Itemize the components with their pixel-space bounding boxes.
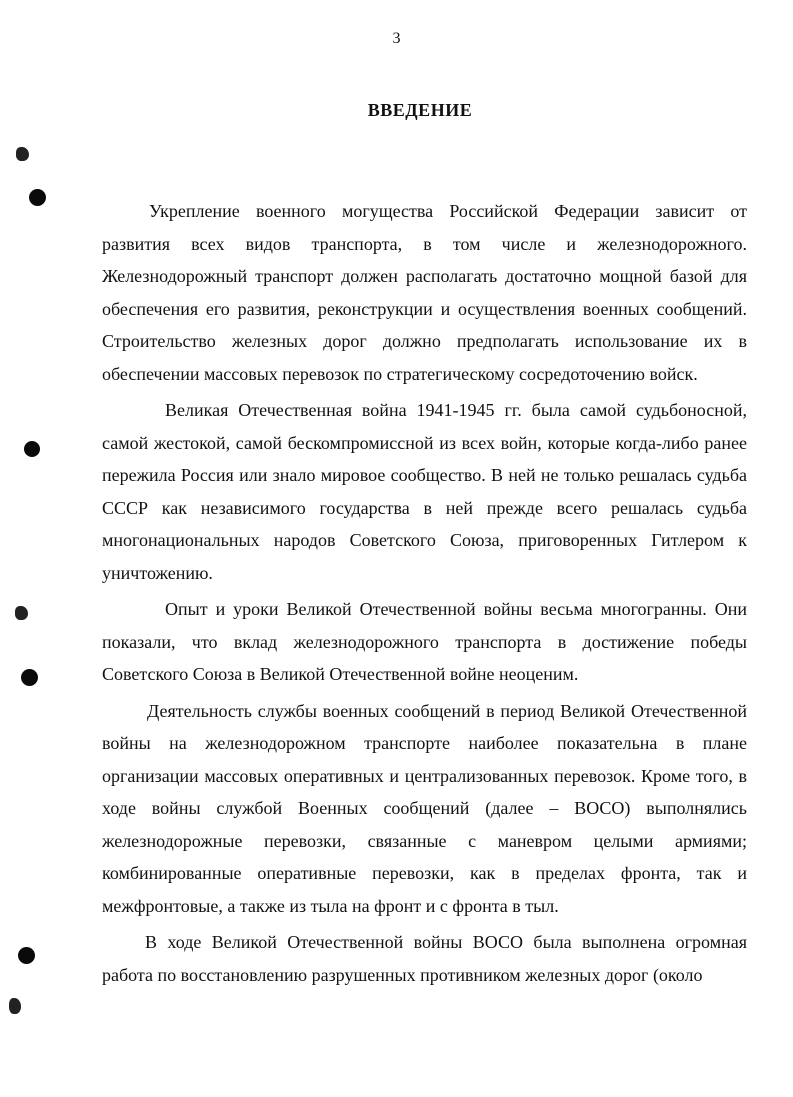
punch-hole — [18, 947, 35, 964]
punch-hole — [21, 669, 38, 686]
page-title: ВВЕДЕНИЕ — [367, 100, 473, 120]
punch-hole-mark — [15, 606, 28, 620]
page-number: 3 — [392, 30, 401, 47]
paragraph-5: В ходе Великой Отечественной войны ВОСО была выполнена огромная работа по восстановлению разрушенных противником железных дорог (около — [102, 932, 747, 985]
paragraph-3: Опыт и уроки Великой Отечественной войны весьма многогранны. Они показали, что вклад железнодорожного транспорта в достижение победы Советского Союза в Великой Отечественной войне неоценим. — [102, 599, 747, 684]
punch-hole-mark — [16, 147, 29, 161]
paragraph-2: Великая Отечественная война 1941-1945 гг. была самой судьбоносной, самой жестокой, самой бескомпромиссной из всех войн, которые когда-либо ранее пережила Россия или знало мировое сообщество. В ней не только решалась судьба СССР как независимого государства в ней прежде всего решалась судьба многонациональных народов Советского Союза, приговоренных Гитлером к уничтожению. — [102, 400, 747, 583]
document-body — [102, 195, 747, 995]
punch-hole — [24, 441, 40, 457]
punch-hole — [29, 189, 46, 206]
paragraph-4: Деятельность службы военных сообщений в период Великой Отечественной войны на железнодорожном транспорте наиболее показательна в плане организации массовых оперативных и централизованных перевозок. Кроме того, в ходе войны службой Военных сообщений (далее – ВОСО) выполнялись железнодорожные перевозки, связанные с маневром целыми армиями; комбинированные оперативные перевозки, как в пределах фронта, так и межфронтовые, а также из тыла на фронт и с фронта в тыл. — [102, 700, 747, 916]
punch-hole-mark — [9, 998, 21, 1014]
paragraph-1: Укрепление военного могущества Российской Федерации зависит от развития всех видов транспорта, в том числе и железнодорожного. Железнодорожный транспорт должен располагать достаточно мощной базой для обеспечения его развития, реконструкции и осуществления военных сообщений. Строительство железных дорог должно предполагать использование их в обеспечении массовых перевозок по стратегическому сосредоточению войск. — [102, 201, 747, 384]
